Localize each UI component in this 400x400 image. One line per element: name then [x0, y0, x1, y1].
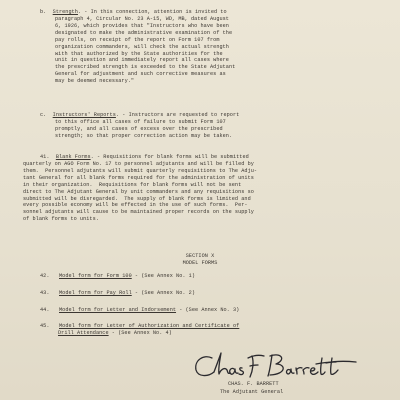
form-item-ref: - (See Annex No. 1): [131, 273, 196, 279]
paragraph-b-body: [55, 16, 235, 85]
paragraph-c-line: promptly, and all cases of excess over the prescribed: [55, 125, 223, 132]
form-item-ref: - (See Annex No. 4): [108, 330, 172, 336]
paragraph-b-line: General for adjustment and such corrective measures as: [55, 71, 226, 78]
paragraph-41-line: them. Personnel adjutants will submit quarterly requisitions to The Adju-: [23, 167, 258, 174]
paragraph-b-line: paragraph 4, Circular No. 23 A-15, WD, MB, dated August: [55, 16, 229, 22]
form-item-label: Model form for Form 100: [59, 273, 132, 279]
paragraph-41-body: [23, 161, 257, 223]
paragraph-b-marker: b.: [40, 9, 47, 15]
paragraph-41-number: 41.: [40, 154, 50, 160]
paragraph-41-line: sonnel adjutants will cause to be maintained proper records on the supply: [23, 209, 254, 216]
paragraph-41-line: every possible economy will be effected in the use of such forms. Per-: [23, 202, 248, 209]
signer-title: The Adjutant General: [220, 389, 284, 395]
paragraph-b-heading: Strength: [52, 9, 78, 15]
paragraph-41-line: tant General for all blank forms required for the administration of units: [23, 174, 254, 181]
paragraph-c-line: to this office all cases of failure to submit Form 107: [55, 119, 226, 125]
form-item-number: 44.: [40, 307, 50, 313]
form-item-ref: - (See Annex No. 2): [131, 290, 196, 296]
paragraph-b-line: pay rolls, on receipt of the report on Form 107 from: [55, 36, 220, 43]
section-title: MODEL FORMS: [182, 260, 218, 266]
form-item-ref: - (See Annex No. 3): [176, 307, 240, 313]
paragraph-c-heading: Instructors' Reports: [52, 112, 116, 118]
form-item-45-continued: [58, 330, 172, 337]
paragraph-41-line: of blank forms to units.: [23, 216, 99, 223]
paragraph-b-line: with that authorized by the State authorities for the: [55, 50, 223, 57]
section-number: SECTION X: [185, 253, 215, 259]
paragraph-c-line: strength; so that proper correction action may be taken.: [55, 132, 233, 139]
form-item-label: Model form for Pay Roll: [59, 290, 132, 296]
paragraph-b-line: organization commanders, will check the actual strength: [55, 43, 229, 50]
paragraph-41-line: submitted will be disregarded. The supply of blank forms is limited and: [23, 195, 251, 202]
paragraph-b-line: unit in question and immediately report all cases where: [55, 57, 229, 64]
form-item-label: Model form for Letter and Indorsement: [59, 307, 177, 313]
paragraph-b-line: may be deemed necessary.": [55, 78, 135, 85]
paragraph-c-body: [55, 119, 232, 140]
form-item-number: 43.: [40, 290, 50, 296]
paragraph-b-line: the prescribed strength is exceeded to the State Adjutant: [55, 64, 236, 71]
paragraph-41-line: in their organization. Requisitions for blank forms will not be sent: [23, 181, 242, 188]
paragraph-41-line: direct to The Adjutant General by unit commanders and any requisitions so: [23, 188, 254, 195]
form-item-43: [40, 290, 195, 297]
paragraph-41-line: quarterly on AGO Form No. 17 to personnel adjutants and will be filled by: [23, 161, 254, 167]
handwritten-signature: [190, 350, 360, 380]
paragraph-b-line: designated to make the administrative examination of the: [55, 29, 233, 36]
signer-name: CHAS. F. BARRETT: [228, 381, 279, 387]
form-item-number: 42.: [40, 273, 50, 279]
form-item-44: [40, 307, 239, 314]
paragraph-41-line: . - Requisitions for blank forms will be submitted: [90, 154, 249, 160]
paragraph-41: [40, 154, 249, 161]
form-item-42: [40, 273, 195, 280]
form-item-45: [40, 323, 239, 330]
paragraph-c-line: . - Instructors are requested to report: [115, 112, 240, 118]
paragraph-c: [40, 112, 239, 119]
paragraph-b-line: 6, 1926, which provides that "Instructors who have been: [55, 22, 229, 29]
paragraph-b-line: . - In this connection, attention is invited to: [77, 9, 227, 15]
paragraph-c-marker: c.: [40, 112, 47, 118]
form-item-number: 45.: [40, 323, 50, 329]
form-item-label: Drill Attendance: [58, 330, 109, 336]
paragraph-b: [40, 9, 227, 16]
paragraph-41-heading: Blank Forms: [55, 154, 91, 160]
form-item-label: Model form for Letter of Authorization and Certificate of: [59, 323, 240, 329]
